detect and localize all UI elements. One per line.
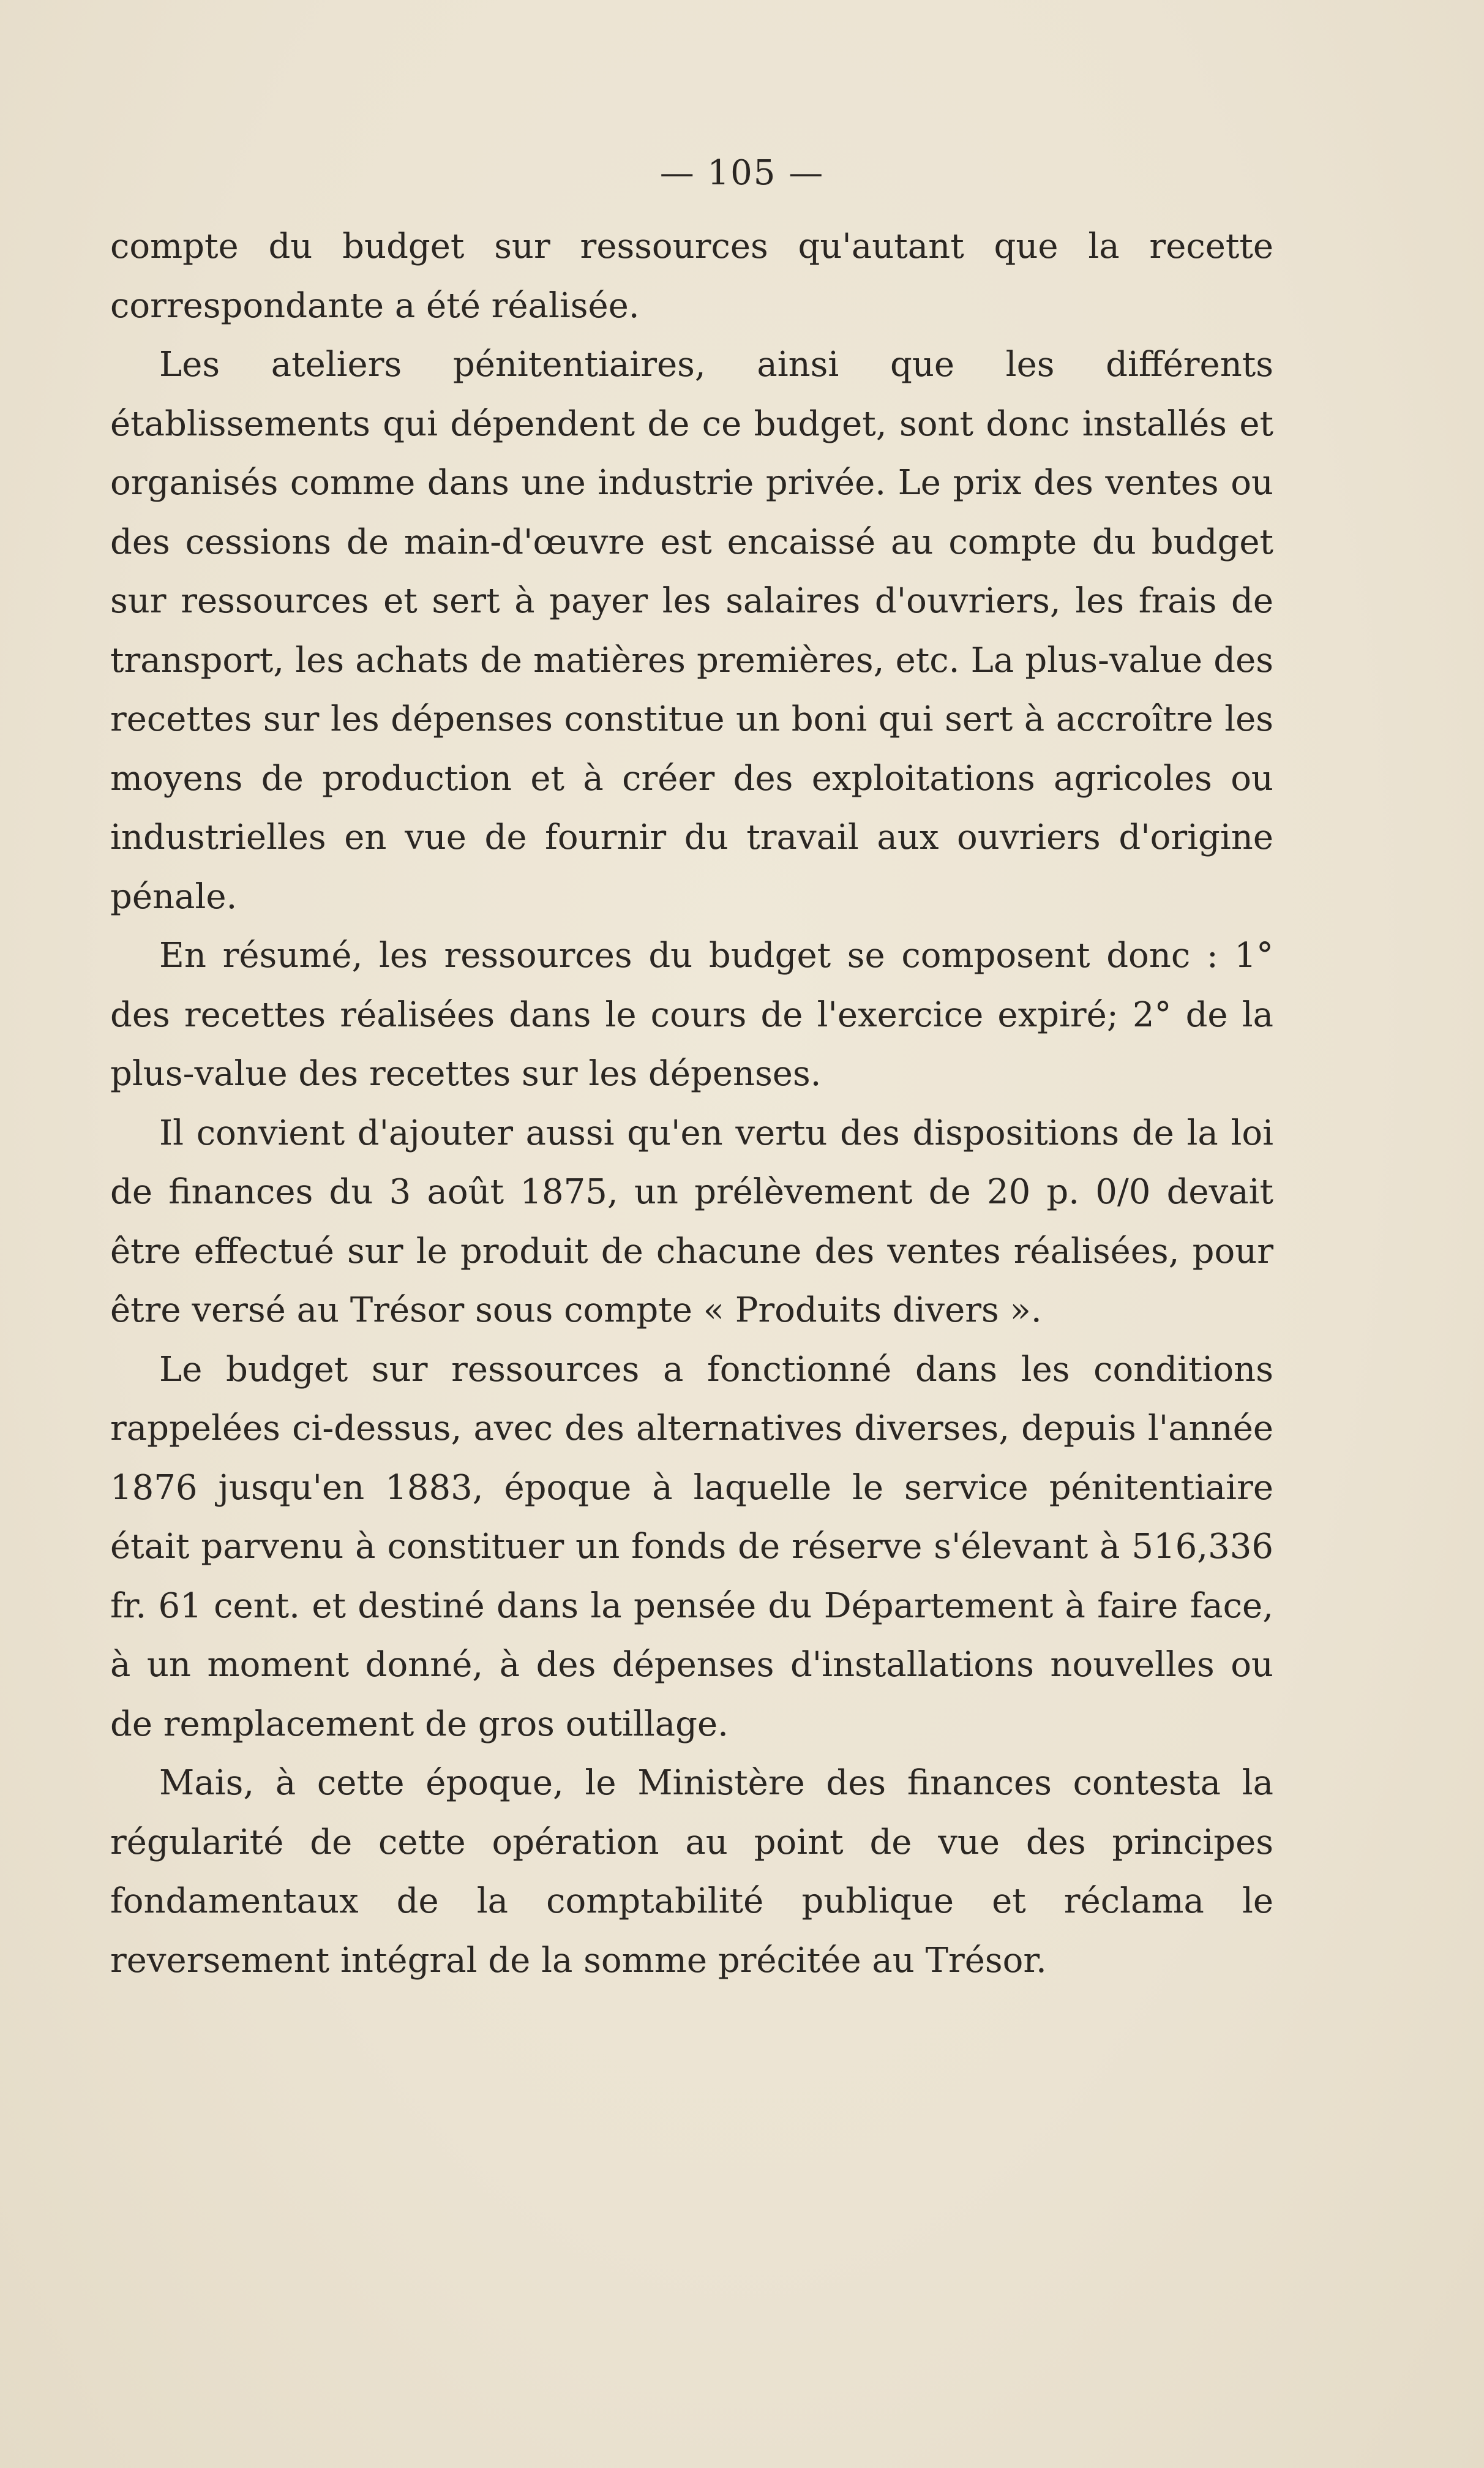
paragraph: Mais, à cette époque, le Ministère des finances contesta la régularité de cette opération au point de vue des principes fondamentaux de la comptabilité publique et réclama le reversement intégral de la somme précitée au Trésor. [110,1763,1273,1981]
paragraph: compte du budget sur ressources qu'autant que la recette correspondante a été réalisée. [110,227,1273,326]
page-number: — 105 — [659,153,825,193]
paragraph: Il convient d'ajouter aussi qu'en vertu des dispositions de la loi de finances du 3 août 1875, un prélèvement de 20 p. 0/0 devait être effectué sur le produit de chacune des ventes réalisées, pour être versé au Trésor sous compte « Produits divers ». [110,1113,1273,1330]
paragraph: Les ateliers pénitentiaires, ainsi que les différents établissements qui dépendent de ce budget, sont donc installés et organisés comme dans une industrie privée. Le prix des ventes ou des cessions de main-d'œuvre est encaissé au compte du budget sur ressources et sert à payer les salaires d'ouvriers, les frais de transport, les achats de matières premières, etc. La plus-value des recettes sur les dépenses constitue un boni qui sert à accroître les moyens de production et à créer des exploitations agricoles ou industrielles en vue de fournir du travail aux ouvriers d'origine pénale. [110,345,1273,917]
paragraph: En résumé, les ressources du budget se composent donc : 1° des recettes réalisées dans le cours de l'exercice expiré; 2° de la plus-value des recettes sur les dépenses. [110,936,1273,1094]
body-text [110,217,1273,1990]
paragraph: Le budget sur ressources a fonctionné dans les conditions rappelées ci-dessus, avec des alternatives diverses, depuis l'année 1876 jusqu'en 1883, époque à laquelle le service pénitentiaire était parvenu à constituer un fonds de réserve s'élevant à 516,336 fr. 61 cent. et destiné dans la pensée du Département à faire face, à un moment donné, à des dépenses d'installations nouvelles ou de remplacement de gros outillage. [110,1349,1273,1744]
